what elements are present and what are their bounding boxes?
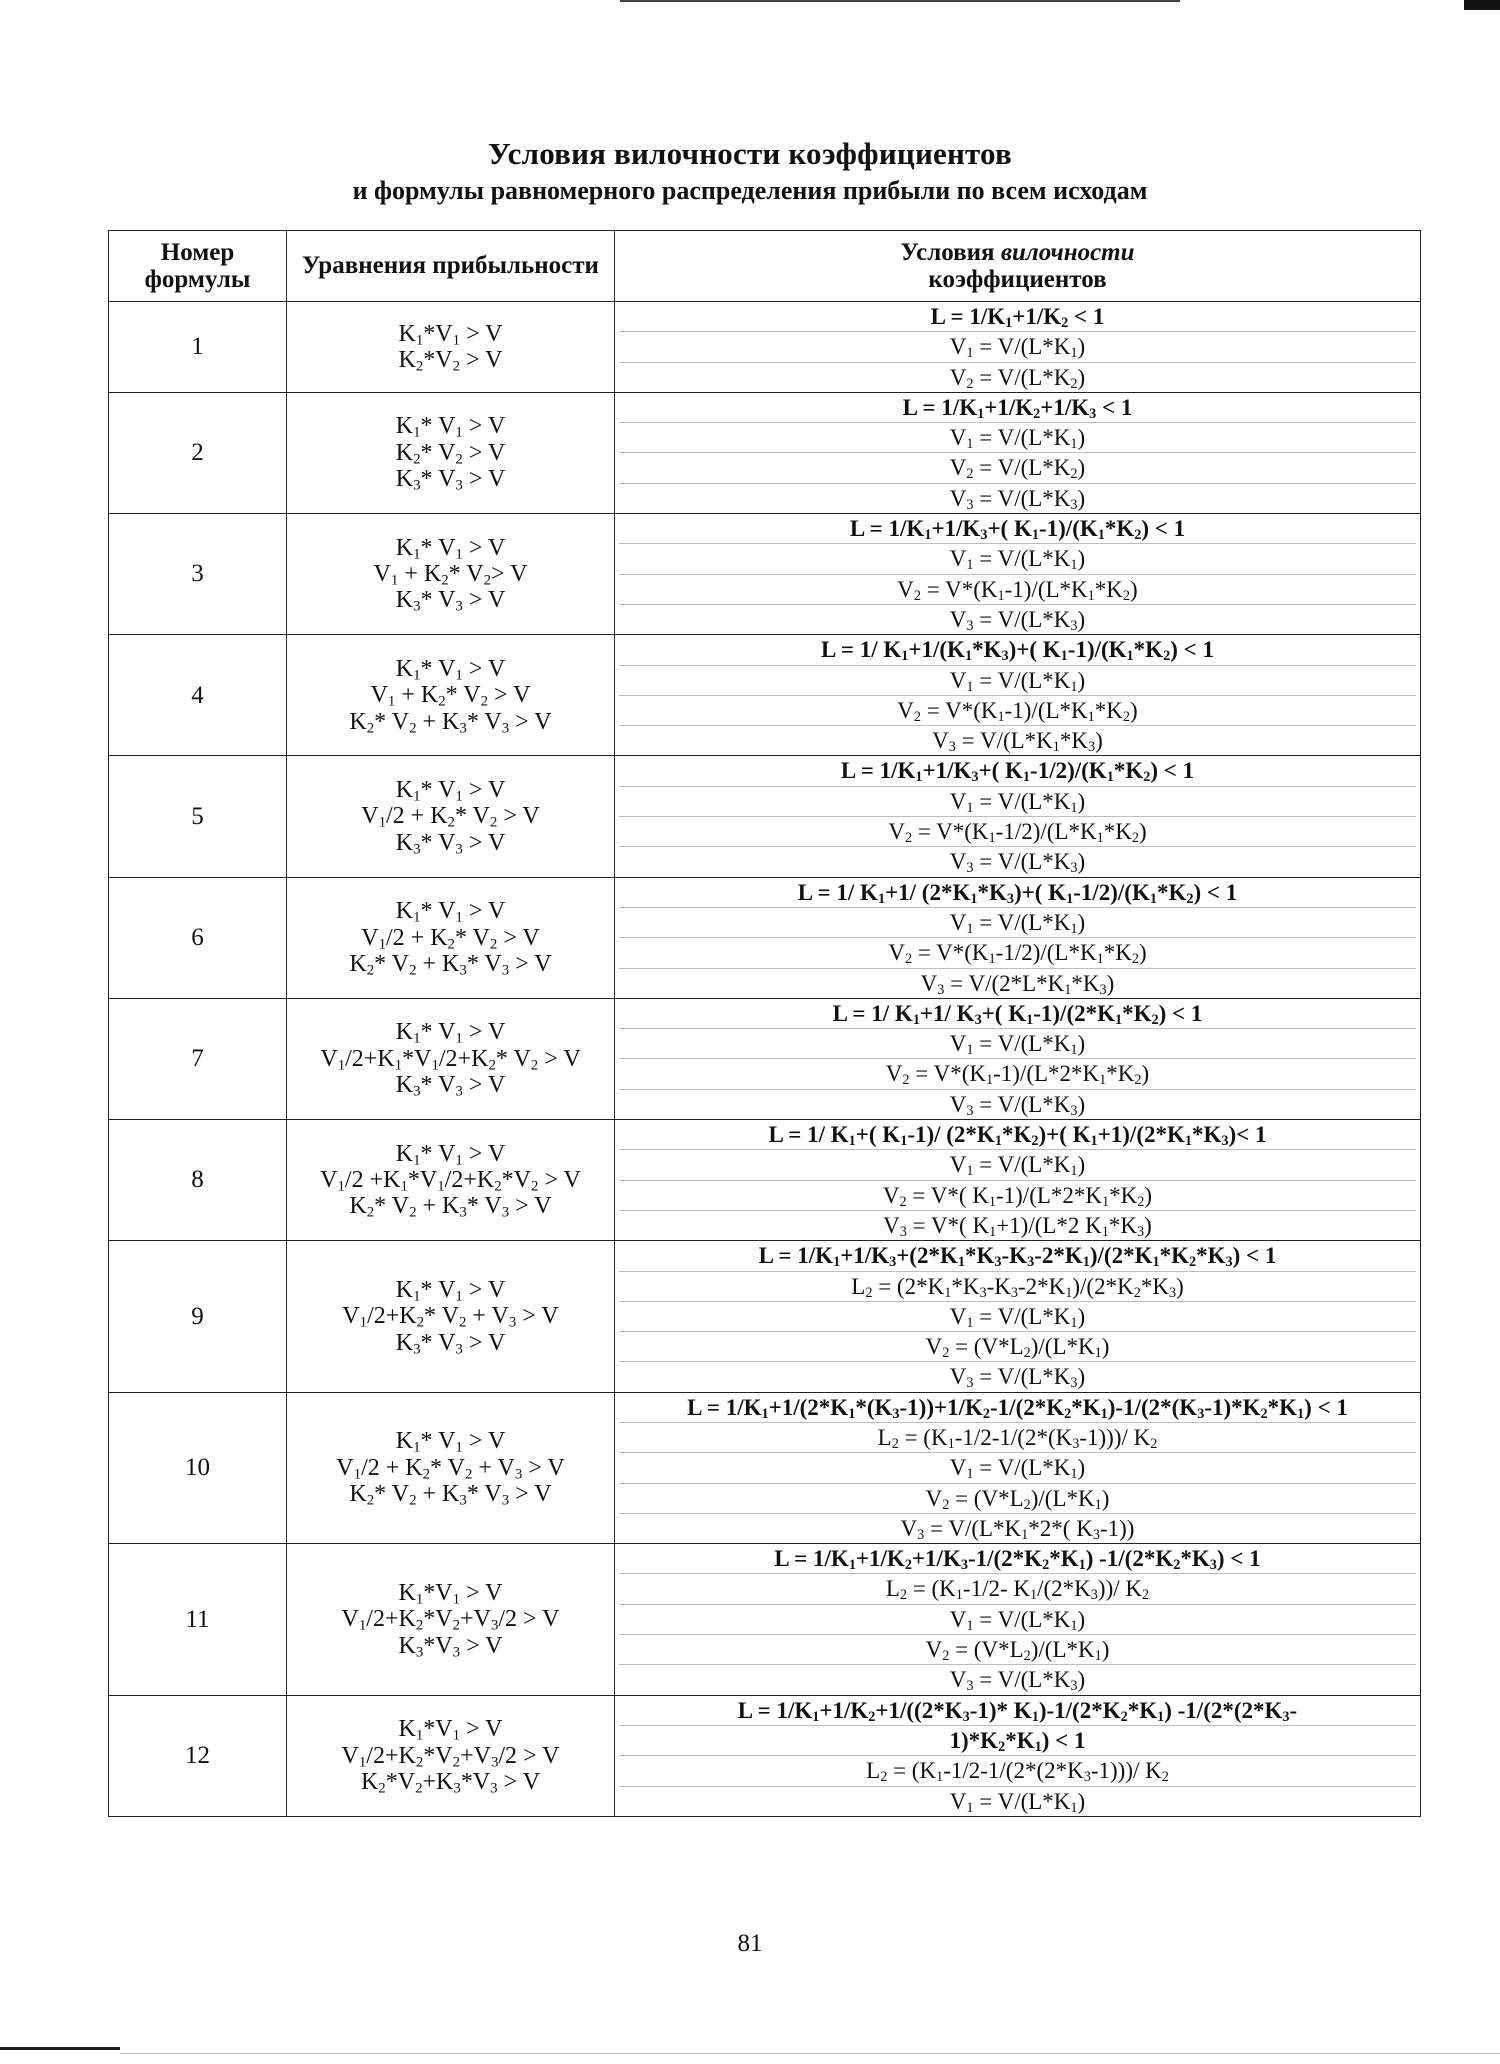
condition-formula-line: $V_3 = V/(L*K_3)$ — [619, 846, 1416, 876]
formula-number-cell: 3 — [109, 514, 287, 635]
equation-line: $K_1*$ $V_1 > V$ — [395, 413, 506, 441]
equation-line: $K_1*V_1 > V$ — [398, 320, 503, 348]
condition-main-formula: L = 1/ $K_1+1/(K_1*K_3)+$( $K_1-1)/(K_1*K_2) < 1$ — [821, 637, 1214, 665]
equation-line: $K_3*$ $V_3 > V$ — [395, 829, 506, 857]
header-conditions-italic: вилочности — [1000, 238, 1135, 266]
equation-line: $K_1*$ $V_1 > V$ — [395, 1276, 506, 1305]
condition-formula-line: $V_2 = V*(K_1-1)/(L*K_1*K_2)$ — [619, 574, 1416, 604]
equation-line: $K_1*V_1 > V$ — [398, 1716, 503, 1744]
profit-equations-cell — [287, 998, 615, 1119]
condition-main-formula: $L = 1/K_1+1/K_2 < 1$ — [930, 304, 1105, 332]
equation-line: $V_1/2+K_1*V_1/2+K_2*$ $V_2 > V$ — [320, 1045, 581, 1073]
condition-main-formula: L = 1/ $K_1+$( $K_1-1)/$ $(2*K_1*K_2)+$( $K_1+1)/(2*K_1*K_3)< 1$ — [768, 1122, 1267, 1150]
profit-equations-cell — [287, 302, 615, 393]
page-subtitle: и формулы равномерного распределения прибыли по всем исходам — [352, 176, 1148, 205]
condition-formula-line: $V_1 = V/(L*K_1)$ — [619, 1604, 1416, 1634]
equation-line: $V_1/2+K_2*V_2+V_3/2 > V$ — [341, 1606, 560, 1634]
equation-line: $K_1*$ $V_1 > V$ — [395, 1140, 506, 1168]
profit-equations-cell — [287, 1120, 615, 1241]
condition-formula-line: $V_2 = (V*L_2)/(L*K_1)$ — [619, 1483, 1416, 1513]
condition-formula-line: $V_1 = V/(L*K_1)$ — [619, 665, 1416, 695]
profit-equations-cell — [287, 877, 615, 998]
condition-formula-line: $V_2 = V*(K_1-1/2)/(L*K_1*K_2)$ — [619, 937, 1416, 967]
condition-main-formula: $L = 1/K_1+1/K_3+$( $K_1-1/2)/(K_1*K_2) < 1$ — [840, 758, 1195, 786]
equation-line: $K_1*$ $V_1 > V$ — [395, 898, 506, 926]
equation-line: $K_2*V_2+K_3*V_3 > V$ — [360, 1768, 541, 1797]
profit-equations-cell — [287, 1392, 615, 1543]
equation-line: $K_1*$ $V_1 > V$ — [395, 1019, 506, 1047]
equation-line: $K_3*$ $V_3 > V$ — [395, 587, 506, 615]
formula-number-cell: 10 — [109, 1392, 287, 1543]
equation-line: $K_1*V_1 > V$ — [398, 1579, 503, 1608]
condition-formula-line: $V_2 = V/(L*K_2)$ — [619, 452, 1416, 482]
table-row — [109, 514, 1421, 635]
document-title — [0, 136, 1500, 206]
formula-number-cell: 4 — [109, 635, 287, 756]
table-row — [109, 392, 1421, 513]
scan-edge-bottom-line — [120, 2053, 1500, 2054]
conditions-cell — [615, 1695, 1421, 1816]
condition-formula-line: $V_3 = V/(L*K_3)$ — [619, 604, 1416, 634]
equation-line: $K_3*$ $V_3 > V$ — [395, 466, 506, 494]
table-body — [109, 302, 1421, 1817]
equation-line: $K_2*$ $V_2 + K_3*$ $V_3 > V$ — [349, 1481, 552, 1509]
table-row — [109, 877, 1421, 998]
equation-line: $K_1*$ $V_1 > V$ — [395, 776, 506, 805]
conditions-cell — [615, 1544, 1421, 1695]
conditions-cell — [615, 877, 1421, 998]
conditions-cell — [615, 1392, 1421, 1543]
condition-main-formula: L = 1/ $K_1+1/$ $K_3+$( $K_1-1)/(2*K_1*K_2) < 1$ — [832, 1000, 1203, 1028]
scan-edge-bottom — [0, 2047, 120, 2050]
equation-line: $K_2*V_2 > V$ — [398, 346, 503, 375]
conditions-cell — [615, 302, 1421, 393]
conditions-cell — [615, 998, 1421, 1119]
condition-formula-line: $V_1 = V/(L*K_1)$ — [619, 422, 1416, 452]
condition-formula-line: $V_2 = V/(L*K_2)$ — [619, 362, 1416, 392]
profit-equations-cell — [287, 756, 615, 877]
equation-line: $K_1*$ $V_1 > V$ — [395, 534, 506, 562]
formula-number-cell: 2 — [109, 392, 287, 513]
condition-formula-line: $L_2 = (2*K_1*K_3-K_3-2*K_1)/(2*K_2*K_3)$ — [619, 1271, 1416, 1301]
condition-formula-line: $V_1 = V/(L*K_1)$ — [619, 1149, 1416, 1179]
table-row — [109, 635, 1421, 756]
condition-formula-line: $V_2 = V*(K_1-1/2)/(L*K_1*K_2)$ — [619, 816, 1416, 846]
condition-formula-line: $V_1 = V/(L*K_1)$ — [619, 1028, 1416, 1058]
table-row — [109, 1241, 1421, 1392]
formula-number-cell: 11 — [109, 1544, 287, 1695]
condition-formula-line: $V_3 = V/(L*K_1*K_3)$ — [619, 725, 1416, 755]
equation-line: $V_1/2 + K_2*$ $V_2 > V$ — [361, 803, 540, 831]
formula-number-cell: 6 — [109, 877, 287, 998]
profit-equations-cell — [287, 1695, 615, 1816]
conditions-cell — [615, 756, 1421, 877]
formula-number-cell: 9 — [109, 1241, 287, 1392]
header-profit-equations: Уравнения прибыльности — [287, 231, 615, 302]
equation-line: $K_1*$ $V_1 > V$ — [395, 1428, 506, 1456]
equation-line: $K_2*$ $V_2 + K_3*$ $V_3 > V$ — [349, 1193, 552, 1221]
formula-number-cell: 12 — [109, 1695, 287, 1816]
coefficients-table — [108, 230, 1421, 1817]
condition-formula-line: $V_1 = V/(L*K_1)$ — [619, 1786, 1416, 1816]
condition-formula-line: $V_3 = V/(L*K_1*2*$( $K_3-1$)) — [619, 1513, 1416, 1543]
table-row — [109, 1120, 1421, 1241]
scan-mark-corner — [1464, 0, 1500, 10]
condition-formula-line: $V_1 = V/(L*K_1)$ — [619, 331, 1416, 361]
condition-main-formula: $L = 1/K_1+1/K_2+1/K_3 < 1$ — [902, 394, 1133, 423]
conditions-cell — [615, 635, 1421, 756]
condition-main-formula: $L = 1/K_1+1/K_3+$( $K_1-1)/(K_1*K_2) < 1$ — [849, 516, 1186, 544]
table-row — [109, 756, 1421, 877]
profit-equations-cell — [287, 1241, 615, 1392]
condition-formula-line: $V_1 = V/(L*K_1)$ — [619, 543, 1416, 573]
scan-edge-top — [620, 0, 1180, 2]
table-row — [109, 1392, 1421, 1543]
equation-line: $K_2*$ $V_2 + K_3*$ $V_3 > V$ — [349, 708, 552, 736]
conditions-cell — [615, 1241, 1421, 1392]
page-number: 81 — [737, 1930, 763, 1957]
equation-line: $V_1/2 +K_1*V_1/2+K_2*V_2 > V$ — [320, 1166, 581, 1195]
equation-line: $K_3*V_3 > V$ — [398, 1632, 503, 1660]
equation-line: $V_1/2 + K_2*$ $V_2 > V$ — [361, 924, 540, 952]
condition-main-formula: $L = 1/K_1+1/K_2+1/((2*K_3-1)*$ $K_1)-1/(2*K_2*K_1)$ $-1/(2*(2*K_3-$ — [737, 1697, 1298, 1725]
profit-equations-cell — [287, 514, 615, 635]
condition-formula-line: $V_1 = V/(L*K_1)$ — [619, 1452, 1416, 1482]
table-header-row — [109, 231, 1421, 302]
conditions-cell — [615, 392, 1421, 513]
condition-formula-line: $V_3 = V/(L*K_3)$ — [619, 483, 1416, 513]
condition-main-formula: L = 1/ $K_1+1/$ $(2*K_1*K_3)+$( $K_1-1/2)/(K_1*K_2) < 1$ — [797, 879, 1238, 907]
page-title: Условия вилочности коэффициентов — [488, 136, 1012, 171]
condition-formula-line: $L_2 = (K_1-1/2-$ $K_1/(2*K_3))/$ $K_2$ — [619, 1573, 1416, 1603]
condition-formula-line: $L_2 = (K_1-1/2-1/(2*(2*K_3-1)))/$ $K_2$ — [619, 1755, 1416, 1785]
condition-formula-line: $V_3 = V/(L*K_3)$ — [619, 1089, 1416, 1119]
table-row — [109, 302, 1421, 393]
equation-line: $K_2*$ $V_2 + K_3*$ $V_3 > V$ — [349, 950, 552, 979]
conditions-cell — [615, 1120, 1421, 1241]
equation-line: $V_1 + K_2*$ $V_2> V$ — [373, 560, 528, 589]
equation-line: $V_1/2+K_2*V_2+V_3/2 > V$ — [341, 1742, 560, 1770]
condition-formula-line: $V_1 = V/(L*K_1)$ — [619, 907, 1416, 937]
equation-line: $V_1 + K_2*$ $V_2 > V$ — [370, 682, 531, 710]
equation-line: $K_1*$ $V_1 > V$ — [395, 655, 506, 684]
equation-line: $V_1/2+K_2*$ $V_2 + V_3 > V$ — [342, 1303, 559, 1331]
condition-formula-line: $V_2 = V*(K_1-1)/(L*2*K_1*K_2)$ — [619, 1058, 1416, 1088]
equation-line: $V_1/2 + K_2*$ $V_2 + V_3 > V$ — [336, 1454, 565, 1482]
condition-formula-line: $V_1 = V/(L*K_1)$ — [619, 1301, 1416, 1331]
conditions-cell — [615, 514, 1421, 635]
condition-formula-line: $V_2 = V*$( $K_1-1)/(L*2*K_1*K_2)$ — [619, 1180, 1416, 1210]
equation-line: $K_2*$ $V_2 > V$ — [395, 439, 506, 468]
equation-line: $K_3*$ $V_3 > V$ — [395, 1072, 506, 1100]
condition-main-formula: $L = 1/K_1+1/K_3+(2*K_1*K_3-K_3-2*K_1)/(2*K_1*K_2*K_3) < 1$ — [758, 1243, 1277, 1271]
header-conditions-suffix: коэффициентов — [928, 266, 1107, 293]
condition-main-formula: $L = 1/K_1+1/K_2+1/K_3-1/(2*K_2*K_1) -1/(2*K_2*K_3) < 1$ — [774, 1546, 1261, 1574]
formula-number-cell: 8 — [109, 1120, 287, 1241]
condition-formula-line: $V_3 = V/(L*K_3)$ — [619, 1361, 1416, 1391]
equation-line: $K_3*$ $V_3 > V$ — [395, 1329, 506, 1357]
condition-formula-line: $V_3 = V/(L*K_3)$ — [619, 1664, 1416, 1694]
table-row — [109, 1544, 1421, 1695]
header-conditions-prefix: Условия — [900, 238, 1001, 266]
table-row — [109, 1695, 1421, 1816]
condition-formula-line: $V_2 = (V*L_2)/(L*K_1)$ — [619, 1331, 1416, 1361]
condition-formula-line: $L_2 = (K_1-1/2-1/(2*(K_3-1)))/$ $K_2$ — [619, 1422, 1416, 1452]
condition-formula-line: $V_2 = V*(K_1-1)/(L*K_1*K_2)$ — [619, 695, 1416, 725]
header-formula-number: Номер формулы — [109, 231, 287, 302]
profit-equations-cell — [287, 1544, 615, 1695]
condition-main-formula: $L = 1/K_1+1/(2*K_1*(K_3-1))+1/K_2-1/(2*K_2*K_1)-1/(2*(K_3-1)*K_2*K_1) < 1$ — [687, 1394, 1348, 1422]
formula-number-cell: 1 — [109, 302, 287, 393]
condition-formula-line: $V_1 = V/(L*K_1)$ — [619, 786, 1416, 816]
condition-formula-line: $V_2 = (V*L_2)/(L*K_1)$ — [619, 1634, 1416, 1664]
formula-number-cell: 7 — [109, 998, 287, 1119]
profit-equations-cell — [287, 635, 615, 756]
header-conditions — [615, 231, 1421, 302]
condition-formula-line: $V_3 = V*$( $K_1+1)/(L*2$ $K_1*K_3$) — [619, 1210, 1416, 1240]
condition-formula-line: $V_3 = V/(2*L*K_1*K_3)$ — [619, 968, 1416, 998]
condition-main-formula: $1)*K_2*K_1) < 1$ — [619, 1725, 1416, 1755]
formula-number-cell: 5 — [109, 756, 287, 877]
table-row — [109, 998, 1421, 1119]
profit-equations-cell — [287, 392, 615, 513]
